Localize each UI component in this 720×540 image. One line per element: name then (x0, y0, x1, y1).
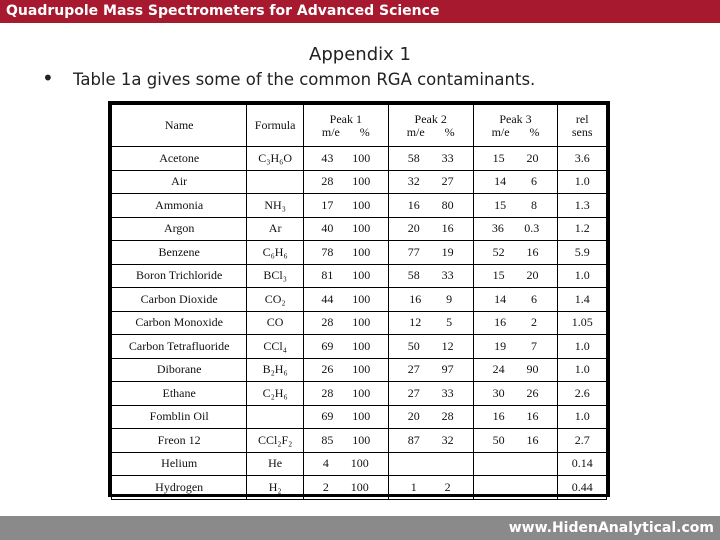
cell-peak1 (303, 217, 388, 241)
cell-peak2 (388, 311, 473, 335)
cell-peak3 (473, 335, 558, 359)
cell-formula: C₃H₆O (247, 147, 304, 171)
cell-peak2-pct: 5 (446, 315, 453, 330)
cell-peak3-pct: 26 (526, 385, 539, 400)
cell-peak1 (303, 429, 388, 453)
cell-peak3-pct: 7 (530, 338, 537, 353)
cell-peak1-pct: 100 (352, 432, 371, 447)
cell-peak2-pct: 2 (444, 479, 451, 494)
cell-name: Carbon Monoxide (112, 311, 247, 335)
cell-name: Ammonia (112, 194, 247, 218)
cell-formula: H₂ (247, 476, 304, 500)
cell-peak2-me: 32 (407, 174, 420, 189)
cell-rel-sens: 1.0 (558, 170, 607, 194)
cell-peak2 (388, 452, 473, 476)
cell-peak1-pct: 100 (350, 479, 369, 494)
cell-peak2-pct: 33 (441, 150, 454, 165)
cell-peak2-me: 12 (409, 315, 422, 330)
header-rel-label: rel (575, 111, 589, 126)
cell-peak2-me: 58 (407, 150, 420, 165)
cell-peak2 (388, 241, 473, 265)
cell-peak1 (303, 288, 388, 312)
cell-formula: CO₂ (247, 288, 304, 312)
table-row (112, 452, 607, 476)
cell-peak1-pct: 100 (352, 362, 371, 377)
cell-peak2-me: 87 (407, 432, 420, 447)
cell-peak3 (473, 311, 558, 335)
cell-name: Diborane (112, 358, 247, 382)
cell-rel-sens: 1.0 (558, 358, 607, 382)
cell-peak1-me: 2 (322, 479, 329, 494)
cell-peak3 (473, 194, 558, 218)
cell-rel-sens: 1.3 (558, 194, 607, 218)
cell-peak3-me: 30 (492, 385, 505, 400)
cell-peak3-pct: 90 (526, 362, 539, 377)
cell-formula: NH₃ (247, 194, 304, 218)
table-row (112, 170, 607, 194)
cell-name: Argon (112, 217, 247, 241)
cell-peak1-me: 28 (321, 385, 334, 400)
cell-peak3-pct: 0.3 (524, 221, 540, 236)
cell-peak2-me: 20 (407, 409, 420, 424)
cell-peak1 (303, 170, 388, 194)
header-peak3-me: m/e (491, 124, 510, 139)
cell-peak1-pct: 100 (352, 244, 371, 259)
slide-title-text: Appendix 1 (309, 44, 411, 65)
cell-peak1 (303, 405, 388, 429)
cell-peak3 (473, 405, 558, 429)
cell-peak2-pct: 33 (441, 268, 454, 283)
cell-name: Hydrogen (112, 476, 247, 500)
table-row (112, 241, 607, 265)
cell-peak3 (473, 147, 558, 171)
cell-name: Acetone (112, 147, 247, 171)
cell-name: Ethane (112, 382, 247, 406)
table-row (112, 194, 607, 218)
cell-peak1 (303, 358, 388, 382)
cell-peak2-me: 20 (407, 221, 420, 236)
cell-peak2-pct: 97 (441, 362, 454, 377)
cell-peak2-pct: 27 (441, 174, 454, 189)
cell-peak3-pct: 16 (526, 432, 539, 447)
cell-peak3-pct: 2 (530, 315, 537, 330)
cell-peak2-me: 16 (409, 291, 422, 306)
cell-peak3-pct: 6 (530, 291, 537, 306)
cell-peak1 (303, 382, 388, 406)
cell-peak1 (303, 311, 388, 335)
bullet-dot: • (42, 66, 54, 90)
cell-name: Carbon Dioxide (112, 288, 247, 312)
cell-peak2 (388, 335, 473, 359)
cell-peak3-me: 24 (492, 362, 505, 377)
cell-peak3-pct: 20 (526, 268, 539, 283)
cell-formula: Ar (247, 217, 304, 241)
header-peak1-label: Peak 1 (329, 111, 362, 126)
cell-name: Boron Trichloride (112, 264, 247, 288)
cell-peak2-pct: 12 (441, 338, 454, 353)
cell-peak3 (473, 429, 558, 453)
cell-peak1 (303, 335, 388, 359)
footer-url: www.HidenAnalytical.com (0, 516, 720, 540)
cell-formula: CO (247, 311, 304, 335)
header-peak1-pct: % (359, 124, 370, 139)
table-row (112, 476, 607, 500)
cell-peak1 (303, 241, 388, 265)
cell-peak2 (388, 405, 473, 429)
cell-peak1-me: 78 (321, 244, 334, 259)
header-peak2-me: m/e (406, 124, 425, 139)
slide-title (0, 44, 720, 65)
cell-peak2 (388, 170, 473, 194)
cell-peak3-me: 50 (492, 432, 505, 447)
cell-peak1-pct: 100 (352, 268, 371, 283)
cell-name: Benzene (112, 241, 247, 265)
cell-peak3-pct: 20 (526, 150, 539, 165)
cell-peak3-me: 14 (494, 291, 507, 306)
cell-peak2 (388, 147, 473, 171)
cell-formula (247, 170, 304, 194)
cell-peak1-me: 85 (321, 432, 334, 447)
cell-peak1-pct: 100 (352, 291, 371, 306)
cell-peak2-me: 58 (407, 268, 420, 283)
cell-peak3-me: 19 (494, 338, 507, 353)
cell-peak2-me: 27 (407, 362, 420, 377)
cell-peak1-pct: 100 (352, 338, 371, 353)
cell-rel-sens: 2.6 (558, 382, 607, 406)
table-row (112, 429, 607, 453)
cell-peak2-pct: 16 (441, 221, 454, 236)
cell-peak2 (388, 358, 473, 382)
header-banner: Quadrupole Mass Spectrometers for Advanced Science (0, 0, 720, 23)
header-peak3-label: Peak 3 (499, 111, 532, 126)
cell-peak2-pct: 19 (441, 244, 454, 259)
cell-rel-sens: 2.7 (558, 429, 607, 453)
cell-peak1-me: 81 (321, 268, 334, 283)
cell-peak2-pct: 32 (441, 432, 454, 447)
cell-name: Carbon Tetrafluoride (112, 335, 247, 359)
cell-peak2-me: 27 (407, 385, 420, 400)
cell-peak2-pct: 80 (441, 197, 454, 212)
cell-peak1-pct: 100 (352, 385, 371, 400)
cell-peak2-pct: 33 (441, 385, 454, 400)
cell-peak2 (388, 429, 473, 453)
cell-rel-sens: 0.44 (558, 476, 607, 500)
cell-peak1-me: 43 (321, 150, 334, 165)
cell-peak1-pct: 100 (350, 456, 369, 471)
table-row (112, 382, 607, 406)
cell-peak1-me: 69 (321, 409, 334, 424)
table-row (112, 405, 607, 429)
cell-peak2-pct: 9 (446, 291, 453, 306)
table-header-row (112, 105, 607, 147)
cell-peak3-pct: 16 (526, 244, 539, 259)
cell-peak3 (473, 382, 558, 406)
cell-peak1-me: 40 (321, 221, 334, 236)
rga-table-frame (108, 101, 610, 497)
cell-peak1-me: 26 (321, 362, 334, 377)
header-peak2-pct: % (444, 124, 455, 139)
cell-formula: C₂H₆ (247, 382, 304, 406)
cell-peak2 (388, 217, 473, 241)
header-peak3 (473, 105, 558, 147)
cell-peak2 (388, 476, 473, 500)
table-row (112, 288, 607, 312)
cell-peak3-me: 14 (494, 174, 507, 189)
cell-peak3-me: 36 (491, 221, 504, 236)
cell-peak1 (303, 264, 388, 288)
cell-peak1-pct: 100 (352, 197, 371, 212)
cell-formula: CCl₄ (247, 335, 304, 359)
cell-formula: B₂H₆ (247, 358, 304, 382)
cell-name: Freon 12 (112, 429, 247, 453)
cell-peak2-me: 16 (407, 197, 420, 212)
cell-rel-sens: 1.0 (558, 335, 607, 359)
header-peak1-me: m/e (321, 124, 340, 139)
cell-rel-sens: 1.0 (558, 405, 607, 429)
cell-peak1-pct: 100 (352, 221, 371, 236)
cell-peak3-me: 52 (492, 244, 505, 259)
cell-peak3-pct: 8 (530, 197, 537, 212)
cell-formula: BCl₃ (247, 264, 304, 288)
table-row (112, 264, 607, 288)
cell-formula: CCl₂F₂ (247, 429, 304, 453)
cell-peak1 (303, 476, 388, 500)
header-formula: Formula (247, 105, 304, 147)
cell-peak1-pct: 100 (352, 174, 371, 189)
cell-peak3 (473, 264, 558, 288)
cell-rel-sens: 0.14 (558, 452, 607, 476)
cell-peak1-me: 69 (321, 338, 334, 353)
cell-peak2-me: 50 (407, 338, 420, 353)
cell-peak1-me: 28 (321, 174, 334, 189)
cell-rel-sens: 1.4 (558, 288, 607, 312)
cell-peak1-pct: 100 (352, 150, 371, 165)
header-peak2-label: Peak 2 (414, 111, 447, 126)
header-peak2 (388, 105, 473, 147)
bullet-text: Table 1a gives some of the common RGA contaminants. (73, 70, 536, 89)
table-row (112, 147, 607, 171)
cell-name: Fomblin Oil (112, 405, 247, 429)
cell-peak2-pct: 28 (441, 409, 454, 424)
cell-peak3-me: 15 (492, 268, 505, 283)
cell-peak3 (473, 476, 558, 500)
header-sens-label: sens (571, 124, 593, 139)
cell-peak2 (388, 288, 473, 312)
cell-peak1 (303, 194, 388, 218)
cell-peak3 (473, 170, 558, 194)
table-row (112, 358, 607, 382)
cell-peak1 (303, 147, 388, 171)
cell-rel-sens: 1.2 (558, 217, 607, 241)
cell-peak1-me: 44 (321, 291, 334, 306)
cell-formula: C₆H₆ (247, 241, 304, 265)
rga-contaminants-table (111, 104, 607, 500)
cell-peak1 (303, 452, 388, 476)
cell-peak3 (473, 452, 558, 476)
cell-formula: He (247, 452, 304, 476)
cell-name: Helium (112, 452, 247, 476)
cell-peak3 (473, 358, 558, 382)
cell-rel-sens: 3.6 (558, 147, 607, 171)
cell-rel-sens: 5.9 (558, 241, 607, 265)
cell-peak2 (388, 264, 473, 288)
cell-rel-sens: 1.05 (558, 311, 607, 335)
cell-peak3 (473, 217, 558, 241)
cell-peak1-me: 4 (322, 456, 329, 471)
cell-peak1-pct: 100 (352, 409, 371, 424)
header-name: Name (112, 105, 247, 147)
cell-peak2 (388, 382, 473, 406)
table-row (112, 311, 607, 335)
table-row (112, 217, 607, 241)
cell-peak3-me: 15 (494, 197, 507, 212)
cell-peak2-me: 77 (407, 244, 420, 259)
cell-peak2-me: 1 (410, 479, 417, 494)
cell-formula (247, 405, 304, 429)
header-peak3-pct: % (529, 124, 540, 139)
cell-peak2 (388, 194, 473, 218)
cell-rel-sens: 1.0 (558, 264, 607, 288)
cell-peak3-me: 15 (492, 150, 505, 165)
cell-peak3 (473, 241, 558, 265)
cell-peak3-pct: 16 (526, 409, 539, 424)
cell-name: Air (112, 170, 247, 194)
cell-peak3-me: 16 (492, 409, 505, 424)
cell-peak3-pct: 6 (530, 174, 537, 189)
cell-peak3 (473, 288, 558, 312)
cell-peak1-me: 17 (321, 197, 334, 212)
cell-peak1-me: 28 (321, 315, 334, 330)
cell-peak3-me: 16 (494, 315, 507, 330)
cell-peak1-pct: 100 (352, 315, 371, 330)
table-row (112, 335, 607, 359)
header-peak1 (303, 105, 388, 147)
table-body (112, 147, 607, 500)
header-rel-sens (558, 105, 607, 147)
